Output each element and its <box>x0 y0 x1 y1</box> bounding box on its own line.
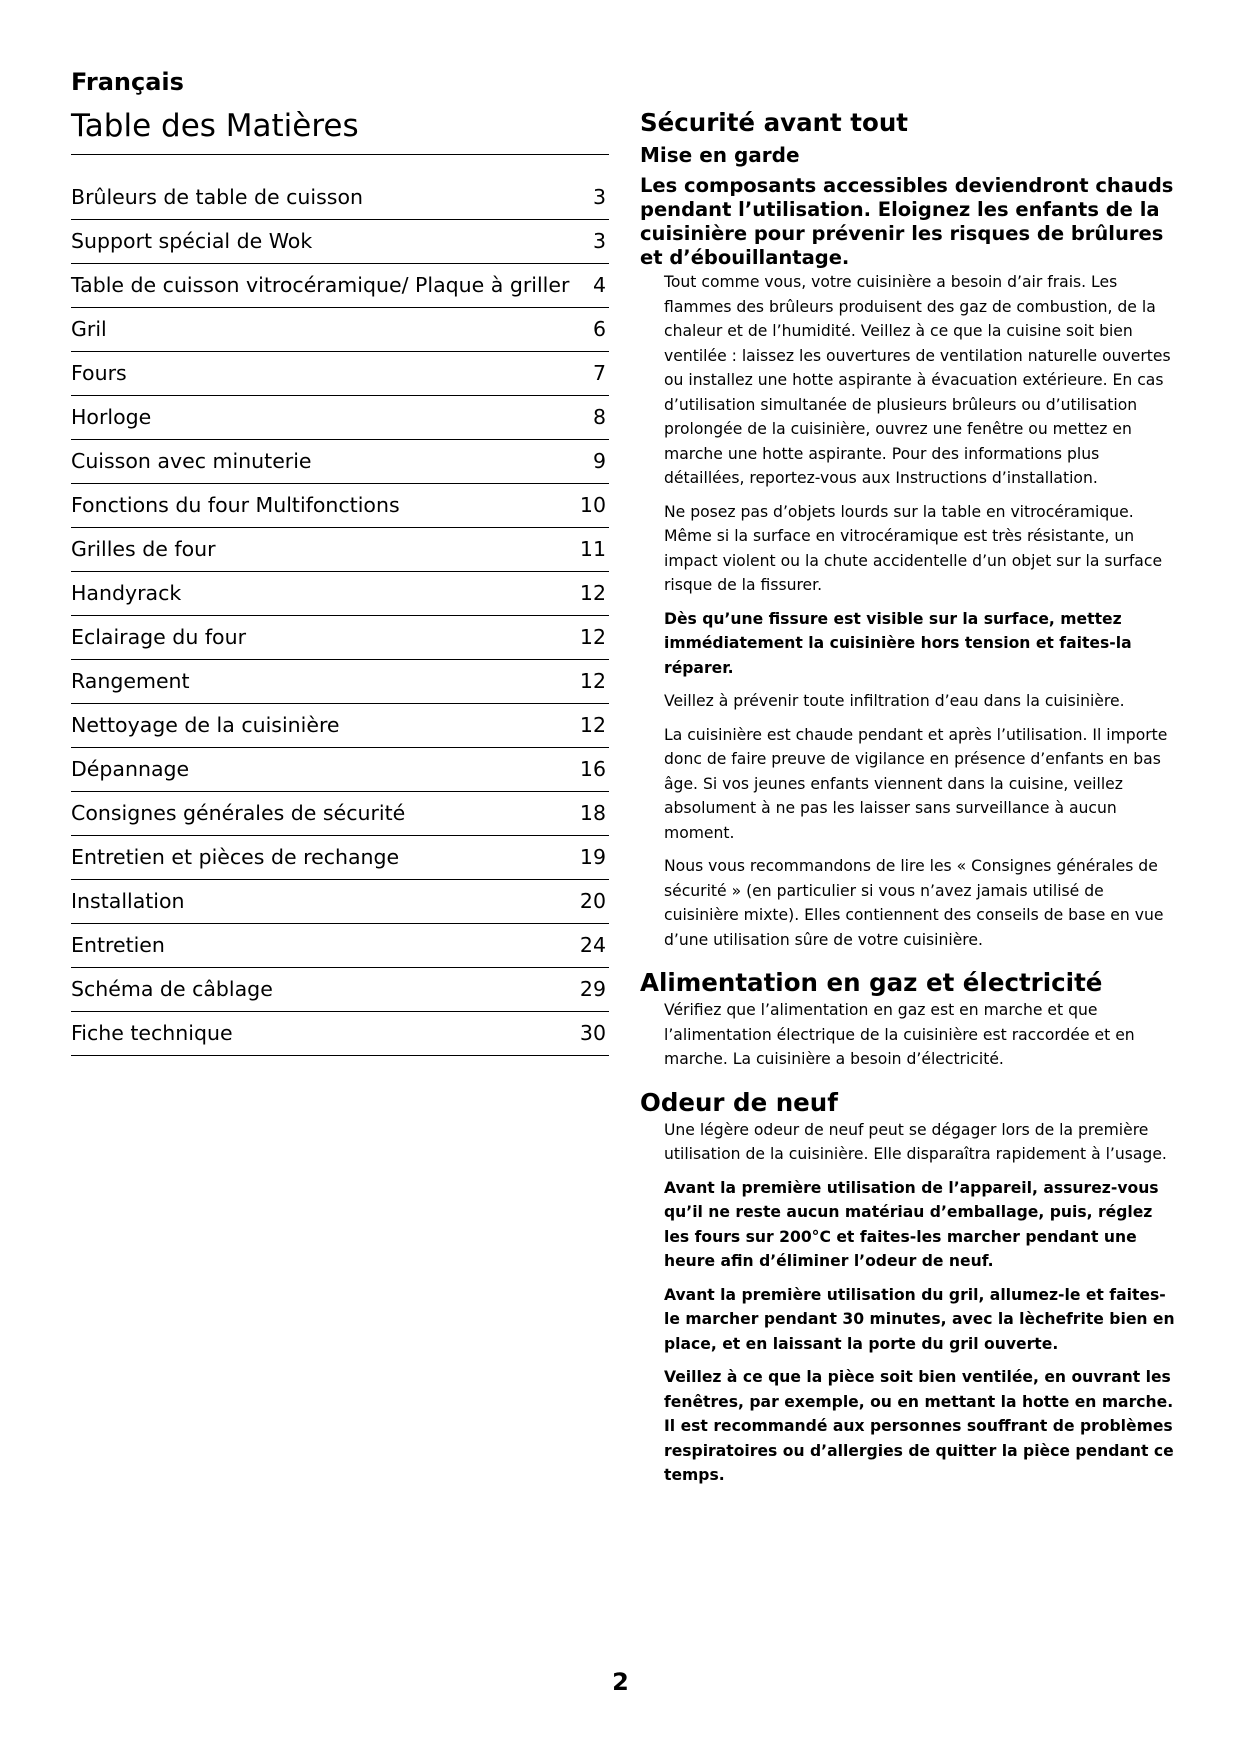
toc-entry-page: 29 <box>579 977 606 1001</box>
toc-entry[interactable] <box>71 968 609 1012</box>
toc-entry[interactable] <box>71 792 609 836</box>
toc-entry-page: 7 <box>592 361 606 385</box>
toc-entry-label: Entretien <box>71 933 165 957</box>
toc-entry[interactable] <box>71 616 609 660</box>
safety-paragraph: Veillez à prévenir toute infiltration d’eau dans la cuisinière. <box>664 692 1125 710</box>
toc-entry-label: Schéma de câblage <box>71 977 273 1001</box>
warning-text: Les composants accessibles deviendront chauds pendant l’utilisation. Eloignez les enfants de la cuisinière pour prévenir les risques de brûlures et d’ébouillantage. <box>640 174 1174 269</box>
toc-entry-label: Eclairage du four <box>71 625 247 649</box>
toc-entry[interactable] <box>71 748 609 792</box>
toc-entry-page: 4 <box>592 273 606 297</box>
toc-entry-label: Support spécial de Wok <box>71 229 313 253</box>
toc-entry-page: 19 <box>579 845 606 869</box>
toc-entry-label: Gril <box>71 317 107 341</box>
toc-entry-page: 11 <box>579 537 606 561</box>
toc-entry-page: 20 <box>579 889 606 913</box>
toc-entry-label: Fonctions du four Multifonctions <box>71 493 400 517</box>
language-heading: Français <box>71 68 184 96</box>
toc-entry[interactable] <box>71 924 609 968</box>
toc-entry-label: Entretien et pièces de rechange <box>71 845 400 869</box>
warning-subheading: Mise en garde <box>640 143 800 167</box>
supply-heading: Alimentation en gaz et électricité <box>640 968 1103 997</box>
toc-entry[interactable] <box>71 440 609 484</box>
toc-entry-label: Grilles de four <box>71 537 216 561</box>
toc-entry-page: 6 <box>592 317 606 341</box>
toc-entry[interactable] <box>71 1012 609 1056</box>
right-column <box>640 108 1180 1497</box>
toc-entry-page: 30 <box>579 1021 606 1045</box>
toc-entry-page: 12 <box>579 669 606 693</box>
safety-paragraph: Nous vous recommandons de lire les « Consignes générales de sécurité » (en particulier si vous n’avez jamais utilisé de cuisinière mixte). Elles contiennent des conseils de base en vue d’une utilisation sûre de votre cuisinière. <box>664 857 1164 949</box>
supply-paragraph: Vérifiez que l’alimentation en gaz est en marche et que l’alimentation électrique de la cuisinière est raccordée et en marche. La cuisinière a besoin d’électricité. <box>664 1001 1135 1068</box>
toc-entry-page: 12 <box>579 625 606 649</box>
page-number: 2 <box>612 1668 629 1696</box>
safety-paragraph: Ne posez pas d’objets lourds sur la table en vitrocéramique. Même si la surface en vitrocéramique est très résistante, un impact violent ou la chute accidentelle d’un objet sur la surface risque de la fissurer. <box>664 502 1163 594</box>
toc-entry[interactable] <box>71 220 609 264</box>
smell-paragraph: Il est recommandé aux personnes souffrant de problèmes respiratoires ou d’allergies de quitter la pièce pendant ce temps. <box>664 1417 1174 1484</box>
smell-paragraph: Avant la première utilisation de l’appareil, assurez-vous qu’il ne reste aucun matériau d’emballage, puis, réglez les fours sur 200°C et faites-les marcher pendant une heure afin d’éliminer l’odeur de neuf. <box>664 1178 1159 1270</box>
toc-entry-label: Rangement <box>71 669 190 693</box>
smell-heading: Odeur de neuf <box>640 1087 838 1117</box>
toc-entry-label: Installation <box>71 889 185 913</box>
safety-heading: Sécurité avant tout <box>640 108 908 137</box>
toc-entry-label: Table de cuisson vitrocéramique/ Plaque à griller <box>71 273 570 297</box>
toc-entry-page: 12 <box>579 581 606 605</box>
toc-entry-page: 10 <box>579 493 606 517</box>
toc-entry-label: Fiche technique <box>71 1021 233 1045</box>
toc-entry-page: 3 <box>592 185 606 209</box>
smell-paragraph: Une légère odeur de neuf peut se dégager lors de la première utilisation de la cuisinière. Elle disparaîtra rapidement à l’usage. <box>664 1120 1167 1163</box>
toc-entry[interactable] <box>71 704 609 748</box>
toc-entry[interactable] <box>71 528 609 572</box>
safety-paragraph: Dès qu’une fissure est visible sur la surface, mettez immédiatement la cuisinière hors tension et faites-la réparer. <box>664 609 1132 677</box>
toc-entry[interactable] <box>71 308 609 352</box>
toc-entry[interactable] <box>71 660 609 704</box>
smell-paragraph: Veillez à ce que la pièce soit bien ventilée, en ouvrant les fenêtres, par exemple, ou en mettant la hotte en marche. <box>664 1368 1174 1411</box>
toc-entry[interactable] <box>71 484 609 528</box>
safety-paragraph: Tout comme vous, votre cuisinière a besoin d’air frais. Les flammes des brûleurs produisent des gaz de combustion, de la chaleur et de l’humidité. Veillez à ce que la cuisine soit bien ventilée : laissez les ouvertures de ventilation naturelle ouvertes ou installez une hotte aspirante à évacuation extérieure. En cas d’utilisation simultanée de plusieurs brûleurs ou d’utilisation prolongée de la cuisinière, ouvrez une fenêtre ou mettez en marche une hotte aspirante. Pour des informations plus détaillées, reportez-vous aux Instructions d’installation. <box>664 273 1171 487</box>
toc-entry[interactable] <box>71 880 609 924</box>
toc-entry-label: Dépannage <box>71 757 190 781</box>
toc-entry-page: 9 <box>592 449 606 473</box>
smell-paragraph: Avant la première utilisation du gril, allumez-le et faites-le marcher pendant 30 minutes, avec la lèchefrite bien en place, et en laissant la porte du gril ouverte. <box>664 1285 1175 1353</box>
toc-entry-label: Cuisson avec minuterie <box>71 449 312 473</box>
toc-entry[interactable] <box>71 264 609 308</box>
safety-paragraph: La cuisinière est chaude pendant et après l’utilisation. Il importe donc de faire preuve de vigilance en présence d’enfants en bas âge. Si vos jeunes enfants viennent dans la cuisine, veillez absolument à ne pas les laisser sans surveillance à aucun moment. <box>664 725 1168 842</box>
toc-entry-page: 8 <box>592 405 606 429</box>
toc-entry-label: Nettoyage de la cuisinière <box>71 713 340 737</box>
toc-entry[interactable] <box>71 572 609 616</box>
toc-entry-page: 16 <box>579 757 606 781</box>
toc-entry-label: Consignes générales de sécurité <box>71 801 406 825</box>
left-column <box>71 66 609 1056</box>
toc-entry-page: 3 <box>592 229 606 253</box>
toc-entry-page: 18 <box>579 801 606 825</box>
table-of-contents <box>71 176 609 1056</box>
toc-entry-label: Horloge <box>71 405 152 429</box>
toc-entry-label: Fours <box>71 361 127 385</box>
toc-entry-label: Handyrack <box>71 581 182 605</box>
toc-entry[interactable] <box>71 396 609 440</box>
toc-entry-page: 12 <box>579 713 606 737</box>
toc-title: Table des Matières <box>71 106 609 155</box>
toc-entry-page: 24 <box>579 933 606 957</box>
toc-entry[interactable] <box>71 352 609 396</box>
toc-entry[interactable] <box>71 836 609 880</box>
toc-entry[interactable] <box>71 176 609 220</box>
toc-entry-label: Brûleurs de table de cuisson <box>71 185 363 209</box>
